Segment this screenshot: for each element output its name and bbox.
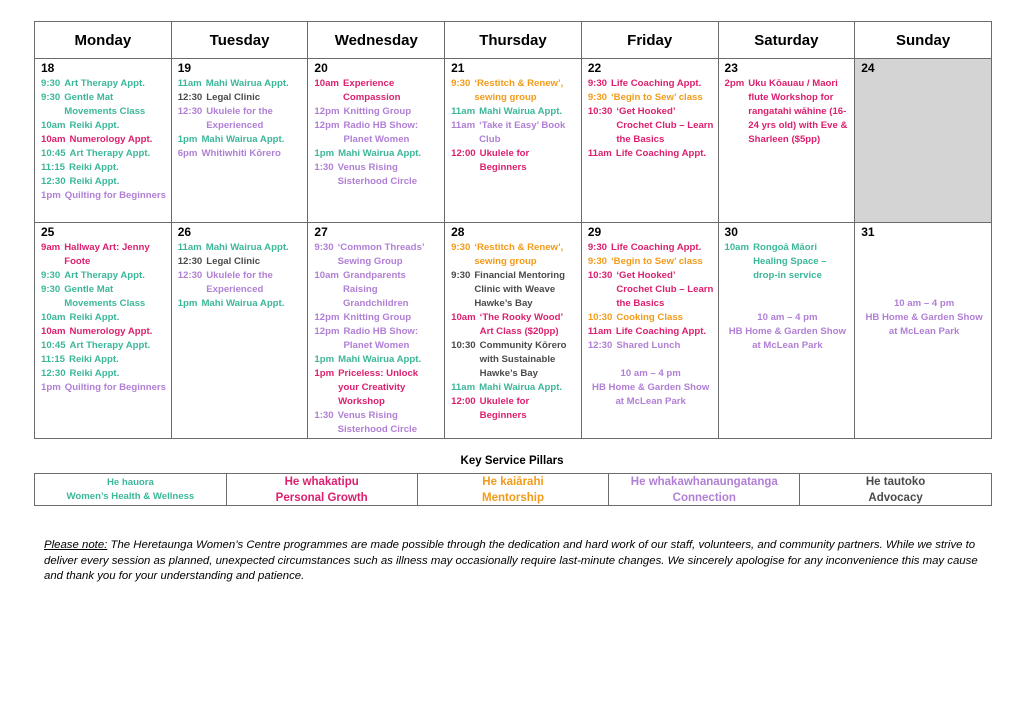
pillar-maori-name: He whakawhanaungatanga [630, 475, 778, 488]
event-item [41, 269, 167, 283]
event-item [451, 119, 577, 147]
event-time: 9:30 [587, 256, 608, 267]
event-time: 10:30 [587, 270, 613, 281]
event-time: 12:30 [177, 92, 203, 103]
event-time: 11am [451, 382, 476, 393]
day-header-friday: Friday [581, 22, 718, 59]
event-item [588, 255, 714, 269]
note-text: The Heretaunga Women’s Centre programmes are made possible through the dedication and hard work of our staff, volunteers, and community partners. While we strive to deliver every session as planned, unexpected circumstances such as illness may occasionally require last-minute changes. We sincerely apologise for any inconvenience this may cause and thank you for your understanding and patience. [44, 539, 978, 582]
event-name: Mahi Wairua Appt. [205, 78, 289, 89]
event-time: 11:15 [41, 354, 66, 365]
event-time: 12:30 [41, 368, 66, 379]
event-name: ‘The Rooky Wood’ Art Class ($20pp) [479, 312, 563, 337]
event-time: 12:30 [177, 256, 203, 267]
event-item [588, 311, 714, 325]
event-time: 12pm [314, 326, 340, 337]
event-time: 12:30 [587, 340, 613, 351]
event-time: 12:30 [177, 106, 203, 117]
event-time: 1pm [177, 134, 198, 145]
event-item [725, 241, 851, 283]
event-name: Venus Rising Sisterhood Circle [337, 410, 418, 435]
event-time: 12:00 [451, 148, 476, 159]
event-name: Art Therapy Appt. [64, 270, 145, 281]
event-name: Shared Lunch [616, 340, 681, 351]
date-number: 20 [314, 61, 328, 75]
day-cell [855, 223, 992, 439]
event-name: Reiki Appt. [69, 312, 120, 323]
day-cell [445, 59, 582, 223]
event-item [178, 91, 304, 105]
event-name: Reiki Appt. [69, 354, 119, 365]
event-item [314, 119, 440, 147]
event-time: 10:30 [451, 340, 476, 351]
event-item [41, 189, 167, 203]
event-name: Ukulele for the Experienced [206, 106, 273, 131]
pillar-connection [609, 474, 800, 505]
event-name: Rongoā Māori Healing Space – drop-in service [753, 242, 827, 281]
event-name: Life Coaching Appt. [615, 326, 707, 337]
event-item [451, 77, 577, 105]
event-time: 10am [41, 120, 66, 131]
date-number: 30 [724, 225, 738, 239]
event-time: 10am [314, 78, 339, 89]
week-row [35, 59, 992, 223]
day-header-tuesday: Tuesday [171, 22, 308, 59]
event-name: Reiki Appt. [69, 120, 120, 131]
event-item [451, 105, 577, 119]
pillar-maori-name: He hauora [106, 476, 154, 488]
event-item [588, 91, 714, 105]
event-time: 10am [41, 134, 66, 145]
event-name: Mahi Wairua Appt. [201, 298, 285, 309]
pillar-english-name: Mentorship [482, 491, 544, 504]
event-item: HB Home & Garden Show at McLean Park [728, 326, 846, 351]
event-name: Art Therapy Appt. [69, 148, 151, 159]
event-item [314, 77, 440, 105]
event-name: ‘Take it Easy’ Book Club [479, 120, 566, 145]
event-item [314, 325, 440, 353]
event-item [41, 367, 167, 381]
event-name: Knitting Group [343, 312, 412, 323]
event-time: 9:30 [451, 242, 471, 253]
event-name: Knitting Group [343, 106, 412, 117]
event-name: ‘Restitch & Renew’, sewing group [474, 78, 564, 103]
event-time: 1pm [41, 190, 61, 201]
event-time: 10:45 [41, 148, 66, 159]
date-number: 19 [177, 61, 192, 75]
event-time: 9:30 [314, 242, 334, 253]
event-name: ‘Restitch & Renew’, sewing group [474, 242, 564, 267]
event-item [588, 269, 714, 311]
event-name: Mahi Wairua Appt. [479, 382, 563, 393]
day-cell [855, 59, 992, 223]
event-item [178, 241, 304, 255]
event-name: Ukulele for Beginners [479, 396, 530, 421]
date-number: 28 [451, 225, 465, 239]
event-time: 1:30 [314, 162, 334, 173]
event-item [178, 77, 304, 91]
event-item [314, 311, 440, 325]
date-number: 26 [177, 225, 192, 239]
event-item [451, 311, 577, 339]
event-name: Ukulele for the Experienced [206, 270, 273, 295]
event-item [314, 269, 440, 311]
event-item [588, 339, 714, 353]
event-name: Gentle Mat Movements Class [64, 92, 146, 117]
event-item [451, 395, 577, 423]
event-item [314, 241, 440, 269]
event-item [41, 325, 167, 339]
pillar-women-s-health-wellness [35, 474, 227, 505]
event-time: 12pm [314, 106, 340, 117]
event-item: 10 am – 4 pm [893, 298, 955, 309]
event-item [451, 241, 577, 269]
event-name: Hallway Art: Jenny Foote [64, 242, 150, 267]
event-name: ‘Get Hooked’ Crochet Club – Learn the Basics [616, 106, 714, 145]
event-time: 9:30 [451, 78, 471, 89]
event-time: 11am [177, 78, 202, 89]
event-name: Quilting for Beginners [64, 382, 167, 393]
event-item [588, 77, 714, 91]
event-name: Art Therapy Appt. [69, 340, 151, 351]
event-name: ‘Get Hooked’ Crochet Club – Learn the Basics [616, 270, 714, 309]
event-time: 11am [587, 148, 612, 159]
event-time: 9:30 [451, 270, 471, 281]
note-label: Please note: [44, 539, 108, 551]
date-number: 21 [451, 61, 465, 75]
event-item [314, 409, 440, 437]
event-item [451, 147, 577, 175]
event-name: ‘Begin to Sew’ class [611, 92, 703, 103]
event-time: 9:30 [41, 78, 61, 89]
day-cell [171, 59, 308, 223]
event-name: Grandparents Raising Grandchildren [342, 270, 409, 309]
event-item [41, 353, 167, 367]
event-name: Mahi Wairua Appt. [338, 354, 422, 365]
pillar-english-name: Connection [672, 491, 736, 504]
event-item [41, 311, 167, 325]
event-name: Uku Kōauau / Maori flute Workshop for rangatahi wāhine (16-24 yrs old) with Eve & Sharleen ($5pp) [748, 78, 848, 145]
event-name: Radio HB Show: Planet Women [343, 326, 419, 351]
event-time: 10am [724, 242, 750, 253]
event-name: Venus Rising Sisterhood Circle [337, 162, 418, 187]
event-item [451, 381, 577, 395]
day-cell [35, 223, 172, 439]
pillar-advocacy [800, 474, 991, 505]
event-item [451, 339, 577, 381]
week-row [35, 223, 992, 439]
event-item [314, 353, 440, 367]
pillar-english-name: Personal Growth [275, 491, 368, 504]
date-number: 23 [724, 61, 738, 75]
date-number: 27 [314, 225, 328, 239]
event-name: Reiki Appt. [69, 368, 120, 379]
event-name: Community Kōrero with Sustainable Hawke’s Bay [479, 340, 567, 379]
day-header-monday: Monday [35, 22, 172, 59]
event-time: 10:30 [587, 312, 613, 323]
event-name: Life Coaching Appt. [611, 78, 702, 89]
date-number: 24 [861, 61, 875, 75]
event-item: HB Home & Garden Show at McLean Park [865, 312, 983, 337]
event-name: Numerology Appt. [69, 326, 153, 337]
day-cell [35, 59, 172, 223]
event-name: Experience Compassion [342, 78, 401, 103]
day-header-thursday: Thursday [445, 22, 582, 59]
event-time: 9:30 [41, 92, 61, 103]
day-cell [581, 59, 718, 223]
spacer [588, 353, 714, 367]
key-title: Key Service Pillars [460, 455, 564, 467]
event-name: Gentle Mat Movements Class [64, 284, 146, 309]
spacer [725, 283, 851, 311]
event-time: 10am [451, 312, 476, 323]
event-time: 9:30 [41, 270, 61, 281]
event-name: Cooking Class [616, 312, 683, 323]
event-item [178, 255, 304, 269]
event-item [588, 241, 714, 255]
event-time: 1pm [314, 354, 335, 365]
event-time: 10am [41, 312, 66, 323]
event-time: 12pm [314, 120, 340, 131]
event-time: 1pm [314, 148, 335, 159]
event-name: Radio HB Show: Planet Women [343, 120, 419, 145]
calendar-table [34, 21, 992, 439]
event-time: 11am [451, 120, 476, 131]
event-item [41, 339, 167, 353]
event-time: 12:30 [177, 270, 203, 281]
event-time: 9:30 [587, 242, 608, 253]
event-name: Mahi Wairua Appt. [205, 242, 289, 253]
event-time: 12:00 [451, 396, 476, 407]
event-item [41, 161, 167, 175]
event-item [41, 241, 167, 269]
event-name: Legal Clinic [206, 92, 261, 103]
event-name: Art Therapy Appt. [64, 78, 145, 89]
event-item [41, 119, 167, 133]
pillar-maori-name: He whakatipu [284, 475, 359, 488]
event-item [725, 77, 851, 147]
event-time: 1pm [314, 368, 335, 379]
day-cell [718, 59, 855, 223]
event-name: Financial Mentoring Clinic with Weave Hawke’s Bay [474, 270, 565, 309]
event-time: 9:30 [587, 92, 608, 103]
day-cell [308, 59, 445, 223]
event-item [41, 133, 167, 147]
key-service-pillars [34, 473, 992, 506]
pillar-mentorship [418, 474, 610, 505]
event-time: 12pm [314, 312, 340, 323]
pillar-maori-name: He tautoko [865, 475, 926, 488]
date-number: 29 [587, 225, 602, 239]
event-name: Legal Clinic [206, 256, 261, 267]
event-name: ‘Begin to Sew’ class [611, 256, 703, 267]
day-header-sunday: Sunday [855, 22, 992, 59]
event-item [41, 283, 167, 311]
event-item [314, 367, 440, 409]
event-time: 11am [587, 326, 612, 337]
event-item [451, 269, 577, 311]
event-item [41, 381, 167, 395]
event-name: Reiki Appt. [69, 162, 119, 173]
event-item [588, 325, 714, 339]
event-item [314, 161, 440, 189]
day-cell [718, 223, 855, 439]
event-name: ‘Common Threads’ Sewing Group [337, 242, 424, 267]
event-name: Mahi Wairua Appt. [479, 106, 563, 117]
event-name: Quilting for Beginners [64, 190, 167, 201]
day-header-saturday: Saturday [718, 22, 855, 59]
spacer [861, 241, 987, 269]
event-time: 10:45 [41, 340, 66, 351]
date-number: 25 [41, 225, 55, 239]
date-number: 22 [587, 61, 602, 75]
pillar-english-name: Women’s Health & Wellness [66, 490, 195, 502]
pillar-personal-growth [227, 474, 418, 505]
event-item [178, 297, 304, 311]
day-cell [171, 223, 308, 439]
event-time: 10am [314, 270, 339, 281]
event-item [178, 269, 304, 297]
event-item [41, 91, 167, 119]
spacer [861, 269, 987, 297]
event-time: 1pm [177, 298, 198, 309]
event-item [314, 105, 440, 119]
event-time: 1pm [41, 382, 61, 393]
event-item: 10 am – 4 pm [757, 312, 818, 323]
pillar-english-name: Advocacy [868, 491, 923, 504]
event-time: 11am [177, 242, 202, 253]
event-name: Ukulele for Beginners [479, 148, 530, 173]
event-name: Life Coaching Appt. [611, 242, 702, 253]
event-item [588, 147, 714, 161]
event-item [178, 105, 304, 133]
event-time: 1:30 [314, 410, 334, 421]
event-name: Whitiwhiti Kōrero [201, 148, 281, 159]
day-header-row [35, 22, 992, 59]
day-cell [581, 223, 718, 439]
event-item [588, 105, 714, 147]
please-note [44, 538, 984, 585]
date-number: 31 [861, 225, 875, 239]
event-name: Reiki Appt. [69, 176, 120, 187]
event-time: 10am [41, 326, 66, 337]
event-item: 10 am – 4 pm [620, 368, 681, 379]
calendar-body [35, 59, 992, 439]
event-time: 9:30 [41, 284, 61, 295]
event-item [314, 147, 440, 161]
event-time: 6pm [177, 148, 198, 159]
event-time: 2pm [724, 78, 745, 89]
event-time: 9am [41, 242, 61, 253]
day-header-wednesday: Wednesday [308, 22, 445, 59]
event-name: Numerology Appt. [69, 134, 153, 145]
event-item [41, 147, 167, 161]
event-item [178, 147, 304, 161]
event-item [41, 77, 167, 91]
event-item [178, 133, 304, 147]
event-item [41, 175, 167, 189]
event-time: 9:30 [587, 78, 608, 89]
pillar-maori-name: He kaiārahi [482, 475, 544, 488]
event-name: Priceless: Unlock your Creativity Workshop [338, 368, 419, 407]
event-name: Life Coaching Appt. [615, 148, 707, 159]
event-time: 11am [451, 106, 476, 117]
event-time: 12:30 [41, 176, 66, 187]
event-time: 10:30 [587, 106, 613, 117]
event-name: Mahi Wairua Appt. [201, 134, 285, 145]
date-number: 18 [41, 61, 55, 75]
event-item: HB Home & Garden Show at McLean Park [592, 382, 710, 407]
event-time: 11:15 [41, 162, 66, 173]
event-name: Mahi Wairua Appt. [338, 148, 422, 159]
day-cell [308, 223, 445, 439]
day-cell [445, 223, 582, 439]
